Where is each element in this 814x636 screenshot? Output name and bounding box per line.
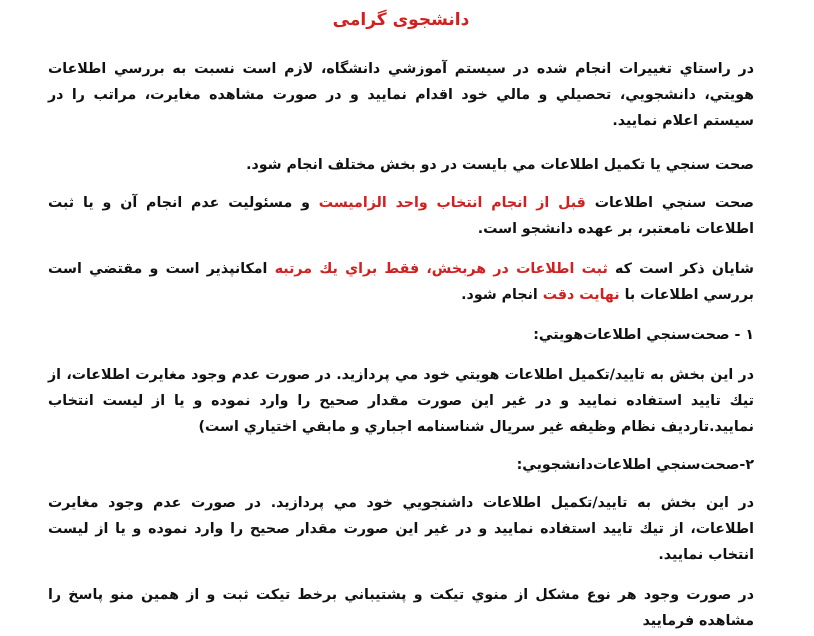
two-sections-paragraph: صحت سنجي يا تكميل اطلاعات مي بايست در دو بخش مختلف انجام شود. [246,157,754,173]
highlight-text: ثبت اطلاعات در هربخش، فقط براي يك مرتبه [274,261,608,277]
text-segment: شايان ذكر است كه [607,261,754,277]
text-segment: امكانپذير است و مقتضي است بررسي اطلاعات با [48,261,754,303]
mandatory-verification-paragraph [48,190,754,242]
text-segment: صحت سنجي اطلاعات [585,195,754,211]
support-ticket-paragraph: در صورت وجود هر نوع مشكل از منوي تيكت و پشتيباني برخط تيكت ثبت و از همين منو پاسخ را مشاهده فرماييد [48,587,754,629]
text-segment: و مسئوليت عدم انجام آن و يا ثبت اطلاعات نامعتبر، بر عهده دانشجو است. [48,195,754,237]
section-heading-identity: ۱ - صحت‌سنجي اطلاعات‌هويتي: [533,327,754,343]
single-entry-paragraph [48,256,754,308]
student-section-paragraph: در اين بخش به تاييد/تكميل اطلاعات داشنجويي خود مي پردازيد. در صورت عدم وجود مغايرت اطلاعات، از تيك تاييد استفاده نماييد و در غير اين صورت مقدار صحيح را وارد نموده و يا از ليست انتخاب نماييد. [48,495,754,563]
highlight-text: نهايت دقت [542,287,620,303]
text-segment: انجام شود. [461,287,543,303]
intro-paragraph: در راستاي تغييرات انجام شده در سيستم آموزشي دانشگاه، لازم است نسبت به بررسي اطلاعات هويتي، دانشجويي، تحصيلي و مالي خود اقدام نماييد و در صورت مشاهده مغايرت، مراتب را در سيستم اعلام نماييد. [48,61,754,129]
section-heading-student: ۲-صحت‌سنجي اطلاعات‌دانشجويي: [516,457,754,473]
identity-section-paragraph: در اين بخش به تاييد/تكميل اطلاعات هويتي خود مي پردازيد. در صورت عدم وجود مغايرت اطلاعات، از تيك تاييد استفاده نماييد و در غير اين صورت مقدار صحيح را وارد نموده و يا از ليست انتخاب نماييد.تارديف نظام وظيفه غير سريال شناسنامه اجباري و مابقي اختياري است) [48,367,754,435]
page-title: دانشجوی گرامی [332,10,470,30]
highlight-text: قبل از انجام انتخاب واحد الزاميست [318,195,586,211]
